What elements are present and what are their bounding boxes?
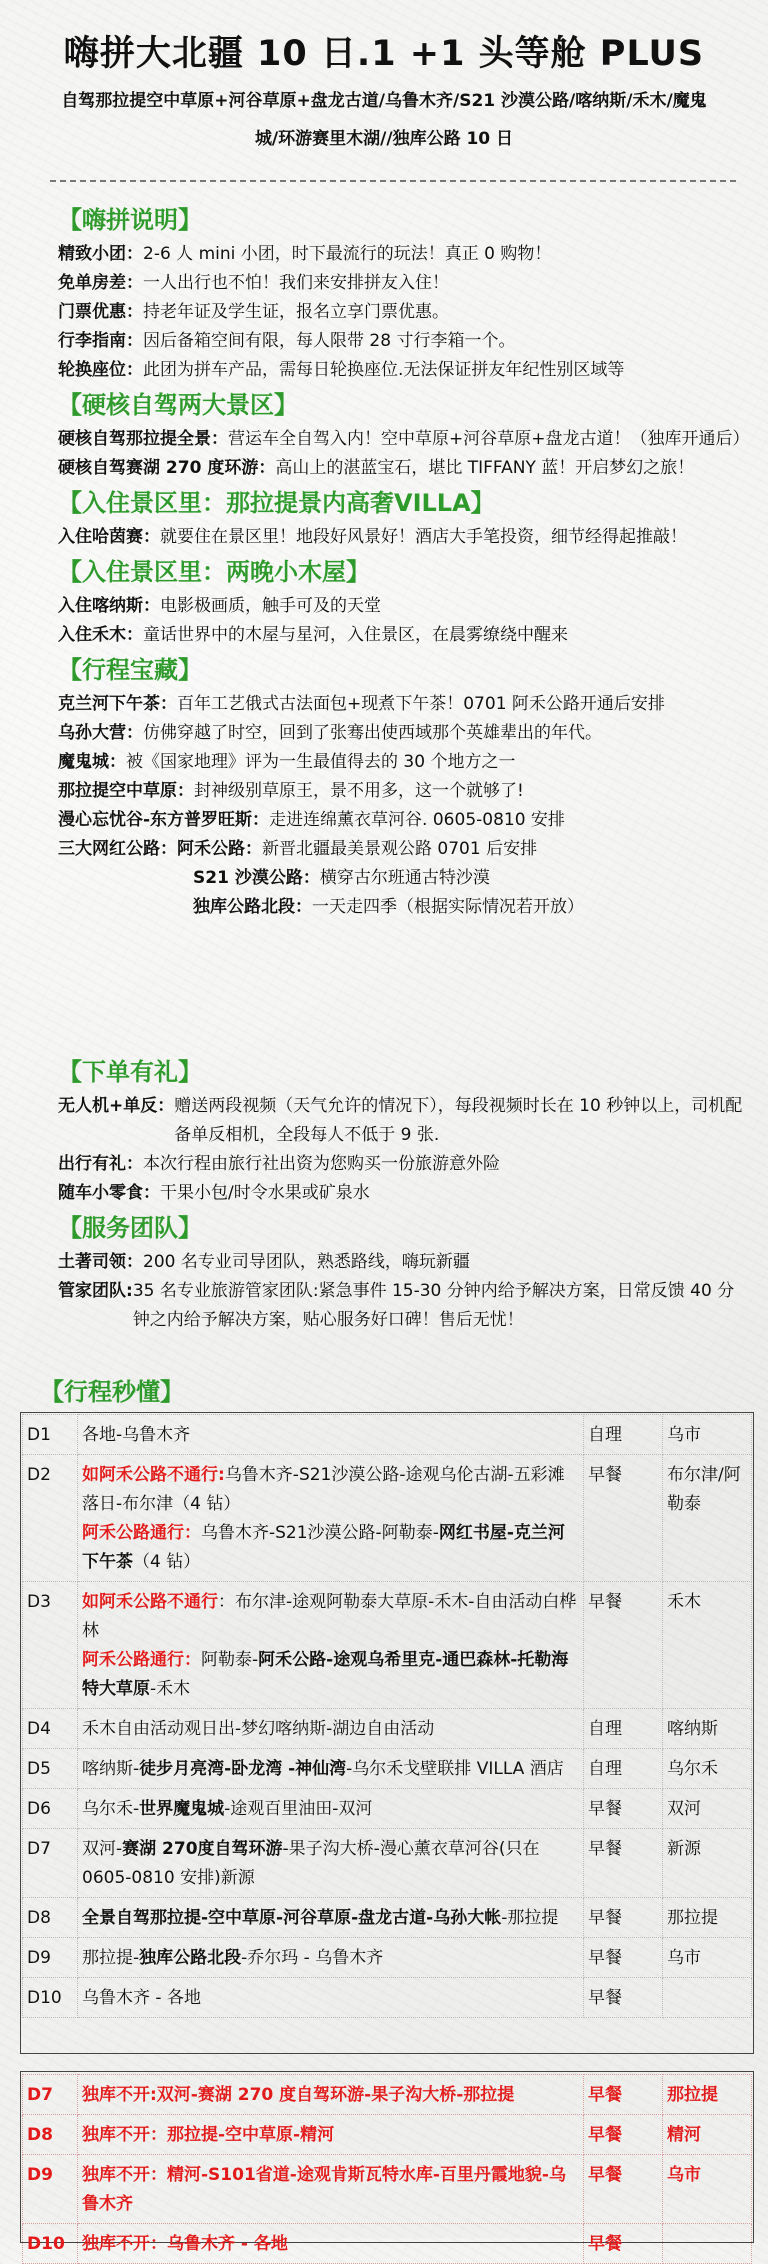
item-value: 赠送两段视频（天气允许的情况下），每段视频时长在 10 秒钟以上，司机配备单反相机，全段每人不低于 9 张. (174, 1096, 743, 1145)
item-value: 高山上的湛蓝宝石，堪比 TIFFANY 蓝！开启梦幻之旅！ (275, 458, 695, 478)
item-key: 土著司领： (58, 1252, 143, 1272)
item-value: 就要住在景区里！地段好风景好！酒店大手笔投资，细节经得起推敲！ (160, 527, 687, 547)
route-segment: -那拉提 (501, 1908, 559, 1928)
item-key: 漫心忘忧谷-东方普罗旺斯： (58, 810, 270, 830)
day-cell: D7 (23, 2075, 78, 2115)
item-value: 2-6 人 mini 小团，时下最流行的玩法！真正 0 购物！ (143, 244, 552, 264)
route-segment: 喀纳斯- (82, 1759, 140, 1779)
meal-cell: 早餐 (584, 2115, 663, 2155)
meal-cell: 早餐 (584, 1978, 663, 2018)
item-key: 出行有礼： (58, 1154, 143, 1174)
table-row (23, 1938, 752, 1978)
stay-cell: 那拉提 (663, 2075, 752, 2115)
route-segment: 乌鲁木齐-S21沙漠公路-途观乌伦古湖-五彩滩落日-布尔津（4 钻） (82, 1465, 565, 1514)
item-value: 百年工艺俄式古法面包+现煮下午茶！0701 阿禾公路开通后安排 (177, 694, 665, 714)
meal-cell: 早餐 (584, 2155, 663, 2224)
route-cell (78, 1938, 584, 1978)
itinerary-table (22, 1414, 752, 2018)
route-segment: ：布尔津-途观阿勒泰大草原-禾木-自由活动白桦林 (82, 1592, 577, 1641)
route-cell (78, 1789, 584, 1829)
table-row (23, 2224, 752, 2264)
stay-cell: 乌市 (663, 1415, 752, 1455)
route-segment: 乌鲁木齐-S21沙漠公路-阿勒泰- (201, 1523, 439, 1543)
day-cell: D9 (23, 1938, 78, 1978)
meal-cell: 早餐 (584, 1898, 663, 1938)
route-cell (78, 1978, 584, 2018)
route-segment: 如阿禾公路不通行: (82, 1465, 225, 1485)
item-key: 入住哈茵赛： (58, 527, 160, 547)
section-heading-villa: 【入住景区里：那拉提景内高奢VILLA】 (58, 489, 495, 517)
item-key: 魔鬼城： (58, 752, 126, 772)
table-row (23, 1455, 752, 1582)
route-cell (78, 1709, 584, 1749)
list-item (58, 777, 748, 806)
item-value: 一人出行也不怕！我们来安排拼友入住！ (143, 273, 449, 293)
road-3-key: 独库公路北段： (193, 897, 312, 917)
stay-cell: 布尔津/阿勒泰 (663, 1455, 752, 1582)
meal-cell: 早餐 (584, 1938, 663, 1978)
route-segment: 阿勒泰- (201, 1650, 259, 1670)
item-value: 因后备箱空间有限，每人限带 28 寸行李箱一个。 (143, 331, 516, 351)
meal-cell: 早餐 (584, 1582, 663, 1709)
table-row (23, 2075, 752, 2115)
roads-row (58, 835, 748, 864)
table-row (23, 2115, 752, 2155)
alt-itinerary-table (22, 2074, 752, 2264)
route-segment: 网红书屋-克兰河下午茶 (82, 1523, 565, 1572)
list-item (58, 327, 748, 356)
stay-cell: 那拉提 (663, 1898, 752, 1938)
stay-cell: 禾木 (663, 1582, 752, 1709)
section-heading-team: 【服务团队】 (58, 1214, 202, 1242)
list-item (58, 454, 748, 483)
subtitle-line-1: 自驾那拉提空中草原+河谷草原+盘龙古道/乌鲁木齐/S21 沙漠公路/喀纳斯/禾木/魔鬼 (61, 91, 707, 111)
route-segment: 世界魔鬼城 (139, 1799, 225, 1819)
list-item (58, 592, 748, 621)
stay-cell (663, 2224, 752, 2264)
treasure-list (58, 690, 748, 835)
route-cell: 独库不开:双河-赛湖 270 度自驾环游-果子沟大桥-那拉提 (78, 2075, 584, 2115)
day-cell: D10 (23, 1978, 78, 2018)
day-cell: D2 (23, 1455, 78, 1582)
route-segment: 阿禾公路-途观乌希里克-通巴森林-托勒海特大草原 (82, 1650, 569, 1699)
day-cell: D4 (23, 1709, 78, 1749)
route-cell (78, 1749, 584, 1789)
day-cell: D3 (23, 1582, 78, 1709)
table-row (23, 1749, 752, 1789)
list-item (58, 1092, 748, 1150)
day-cell: D8 (23, 1898, 78, 1938)
table-row (23, 1709, 752, 1749)
stay-cell: 精河 (663, 2115, 752, 2155)
table-row (23, 1978, 752, 2018)
route-cell (78, 1415, 584, 1455)
meal-cell: 自理 (584, 1749, 663, 1789)
list-item (58, 748, 748, 777)
list-item (58, 690, 748, 719)
item-key: 乌孙大营： (58, 723, 143, 743)
item-key: 入住禾木： (58, 625, 143, 645)
section-heading-gift: 【下单有礼】 (58, 1058, 202, 1086)
route-cell (78, 1829, 584, 1898)
item-value: 封神级别草原王，景不用多，这一个就够了! (194, 781, 524, 801)
list-item (58, 523, 748, 552)
meal-cell: 早餐 (584, 2224, 663, 2264)
intro-list (58, 240, 748, 385)
route-segment: 阿禾公路通行： (82, 1523, 201, 1543)
day-cell: D6 (23, 1789, 78, 1829)
route-segment: 赛湖 270度自驾环游 (122, 1839, 283, 1859)
route-segment: 那拉提- (82, 1948, 140, 1968)
road-3-value: 一天走四季（根据实际情况若开放） (312, 897, 584, 917)
route-segment: 乌鲁木齐 - 各地 (82, 1988, 201, 2008)
route-segment: 各地-乌鲁木齐 (82, 1425, 191, 1445)
list-item (58, 269, 748, 298)
route-segment: -乔尔玛 - 乌鲁木齐 (241, 1948, 384, 1968)
road-2-value: 横穿古尔班通古特沙漠 (319, 868, 490, 888)
roads-label: 三大网红公路： (58, 839, 177, 859)
cabin-list (58, 592, 748, 650)
list-item (58, 1150, 748, 1179)
item-value: 营运车全自驾入内！空中草原+河谷草原+盘龙古道！（独库开通后） (228, 429, 750, 449)
route-cell: 独库不开：精河-S101省道-途观肯斯瓦特水库-百里丹霞地貌-乌鲁木齐 (78, 2155, 584, 2224)
list-item (58, 425, 748, 454)
section-heading-intro: 【嗨拼说明】 (58, 206, 202, 234)
drive-list (58, 425, 748, 483)
list-item (58, 298, 748, 327)
list-item (58, 806, 748, 835)
route-segment: -乌尔禾戈壁联排 VILLA 酒店 (346, 1759, 564, 1779)
route-segment: 禾木自由活动观日出-梦幻喀纳斯-湖边自由活动 (82, 1719, 435, 1739)
item-value: 此团为拼车产品，需每日轮换座位.无法保证拼友年纪性别区域等 (143, 360, 625, 380)
route-segment: -禾木 (150, 1679, 191, 1699)
meal-cell: 早餐 (584, 2075, 663, 2115)
item-key: 轮换座位： (58, 360, 143, 380)
table-row (23, 1415, 752, 1455)
list-item (58, 356, 748, 385)
list-item (58, 621, 748, 650)
route-cell: 独库不开：那拉提-空中草原-精河 (78, 2115, 584, 2155)
route-segment: -途观百里油田-双河 (224, 1799, 373, 1819)
table-row (23, 1789, 752, 1829)
stay-cell: 双河 (663, 1789, 752, 1829)
section-heading-treasure: 【行程宝藏】 (58, 656, 202, 684)
section-heading-schedule: 【行程秒懂】 (40, 1378, 184, 1406)
day-cell: D9 (23, 2155, 78, 2224)
item-value: 走进连绵薰衣草河谷. 0605-0810 安排 (269, 810, 565, 830)
route-cell (78, 1455, 584, 1582)
list-item (58, 719, 748, 748)
route-cell: 独库不开：乌鲁木齐 - 各地 (78, 2224, 584, 2264)
day-cell: D5 (23, 1749, 78, 1789)
stay-cell: 新源 (663, 1829, 752, 1898)
stay-cell (663, 1978, 752, 2018)
item-key: 随车小零食： (58, 1183, 160, 1203)
road-1-key: 阿禾公路： (177, 839, 262, 859)
stay-cell: 乌市 (663, 2155, 752, 2224)
day-cell: D8 (23, 2115, 78, 2155)
item-value: 本次行程由旅行社出资为您购买一份旅游意外险 (143, 1154, 500, 1174)
dashed-divider (50, 180, 736, 182)
route-segment: 阿禾公路通行： (82, 1650, 201, 1670)
item-value: 35 名专业旅游管家团队:紧急事件 15-30 分钟内给予解决方案，日常反馈 40 分钟之内给予解决方案，贴心服务好口碑！售后无忧！ (132, 1281, 735, 1330)
meal-cell: 自理 (584, 1709, 663, 1749)
subtitle-line-2: 城/环游赛里木湖//独库公路 10 日 (254, 129, 514, 149)
item-value: 200 名专业司导团队，熟悉路线，嗨玩新疆 (143, 1252, 470, 1272)
section-heading-drive: 【硬核自驾两大景区】 (58, 391, 298, 419)
page-title: 嗨拼大北疆 10 日.1 +1 头等舱 PLUS (63, 34, 705, 74)
route-segment: -果子沟大桥-漫心薰衣草河谷(只在 0605-0810 安排)新源 (82, 1839, 540, 1888)
table-row (23, 1582, 752, 1709)
road-2-key: S21 沙漠公路： (193, 868, 320, 888)
item-value: 电影极画质，触手可及的天堂 (160, 596, 381, 616)
list-item (58, 1179, 748, 1208)
road-2-row (58, 864, 748, 893)
item-key: 硬核自驾那拉提全景： (58, 429, 228, 449)
item-value: 被《国家地理》评为一生最值得去的 30 个地方之一 (126, 752, 516, 772)
item-key: 门票优惠： (58, 302, 143, 322)
table-row (23, 1898, 752, 1938)
meal-cell: 早餐 (584, 1789, 663, 1829)
route-segment: 独库公路北段 (139, 1948, 242, 1968)
villa-list (58, 523, 748, 552)
stay-cell: 乌市 (663, 1938, 752, 1978)
list-item (58, 1248, 748, 1277)
meal-cell: 自理 (584, 1415, 663, 1455)
item-value: 干果小包/时令水果或矿泉水 (160, 1183, 370, 1203)
table-row (23, 2155, 752, 2224)
item-key: 那拉提空中草原： (58, 781, 194, 801)
item-key: 无人机+单反： (58, 1096, 175, 1116)
item-key: 管家团队: (58, 1281, 133, 1301)
route-segment: 双河- (82, 1839, 123, 1859)
list-item (58, 1277, 748, 1335)
route-segment: 徒步月亮湾-卧龙湾 -神仙湾 (139, 1759, 347, 1779)
item-value: 童话世界中的木屋与星河，入住景区，在晨雾缭绕中醒来 (143, 625, 568, 645)
route-segment: 乌尔禾- (82, 1799, 140, 1819)
meal-cell: 早餐 (584, 1455, 663, 1582)
route-cell (78, 1898, 584, 1938)
item-key: 行李指南： (58, 331, 143, 351)
day-cell: D1 (23, 1415, 78, 1455)
info-content (58, 200, 748, 1335)
day-cell: D7 (23, 1829, 78, 1898)
route-segment: 全景自驾那拉提-空中草原-河谷草原-盘龙古道-乌孙大帐 (82, 1908, 502, 1928)
list-item (58, 240, 748, 269)
item-key: 硬核自驾赛湖 270 度环游： (58, 458, 276, 478)
item-key: 精致小团： (58, 244, 143, 264)
route-segment: 如阿禾公路不通行 (82, 1592, 218, 1612)
route-cell (78, 1582, 584, 1709)
day-cell: D10 (23, 2224, 78, 2264)
road-1-value: 新晋北疆最美景观公路 0701 后安排 (262, 839, 538, 859)
item-value: 持老年证及学生证，报名立享门票优惠。 (143, 302, 449, 322)
table-row (23, 1829, 752, 1898)
item-key: 免单房差： (58, 273, 143, 293)
meal-cell: 早餐 (584, 1829, 663, 1898)
stay-cell: 喀纳斯 (663, 1709, 752, 1749)
road-3-row (58, 893, 748, 922)
stay-cell: 乌尔禾 (663, 1749, 752, 1789)
gift-list (58, 1092, 748, 1208)
item-key: 入住喀纳斯： (58, 596, 160, 616)
section-heading-cabin: 【入住景区里：两晚小木屋】 (58, 558, 370, 586)
item-value: 仿佛穿越了时空，回到了张骞出使西域那个英雄辈出的年代。 (143, 723, 602, 743)
route-segment: （4 钻） (133, 1552, 201, 1572)
team-list (58, 1248, 748, 1335)
item-key: 克兰河下午茶： (58, 694, 177, 714)
